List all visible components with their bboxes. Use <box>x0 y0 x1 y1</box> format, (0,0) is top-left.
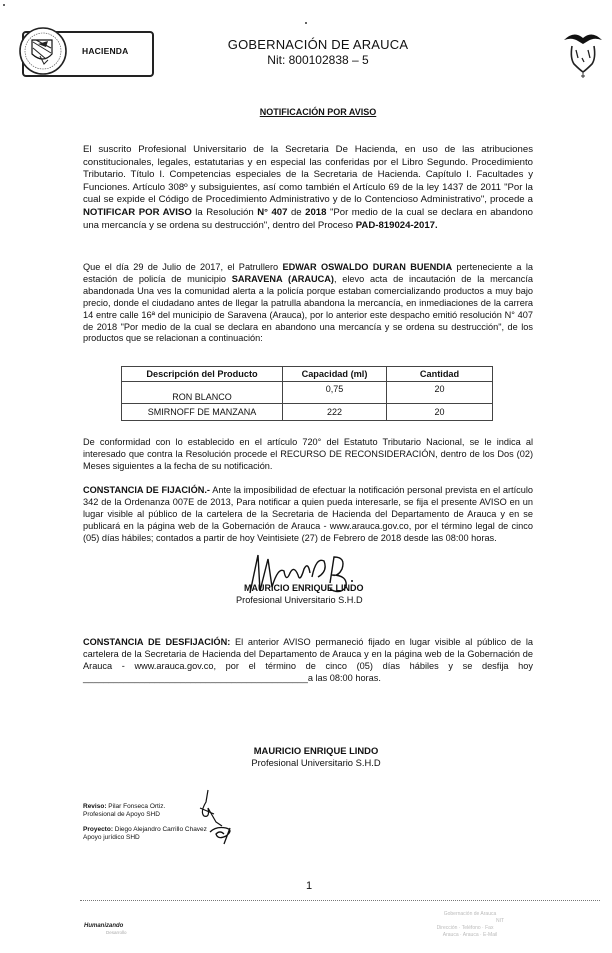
page-number: 1 <box>306 880 313 892</box>
footer-contact-line: NIT <box>495 918 505 924</box>
column-header-quantity: Cantidad <box>387 367 493 382</box>
closing-role: Profesional Universitario S.H.D <box>251 757 381 768</box>
desfijacion-date-blank: ____________________________________________ <box>83 672 308 683</box>
column-header-capacity: Capacidad (ml) <box>283 367 387 382</box>
footer-contact-line: Gobernación de Arauca <box>443 911 497 917</box>
fijacion-paragraph: CONSTANCIA DE FIJACIÓN.- Ante la imposibilidad de efectuar la notificación personal prevista en el artículo 342 de la Ordenanza 007E de 2013, Para notificar a quien pueda interesarle, se fija el presente AVISO en un lugar visible al público de la cartelera de la Secretaria de Hacienda del Departamento de Arauca y en se publicará en la página web de la Gobernación de Arauca - www.arauca.gov.co, por el término legal de cinco (05) días hábiles; contados a partir de hoy Veintisiete (27) de Febrero de 2018 desde las 08:00 horas. <box>83 485 533 543</box>
product-description: SMIRNOFF DE MANZANA <box>122 404 283 421</box>
reviewed-by-role: Profesional de Apoyo SHD <box>83 811 160 818</box>
legal-recourse-paragraph: De conformidad con lo establecido en el artículo 720° del Estatuto Tributario Nacional, se le indica al interesado que contra la Resolución procede el RECURSO DE RECONSIDERACIÓN, dentro de los Dos (02) Meses siguientes a la fecha de su notificación. <box>83 437 533 471</box>
table-row <box>122 382 493 404</box>
coat-of-arms-icon <box>560 28 606 80</box>
table-header-row <box>122 367 493 382</box>
product-quantity: 20 <box>387 382 493 404</box>
product-description: RON BLANCO <box>122 382 283 404</box>
product-capacity: 0,75 <box>283 382 387 404</box>
table-row <box>122 404 493 421</box>
signer-name: MAURICIO ENRIQUE LINDO <box>244 583 364 593</box>
footer-brand: Humanizando <box>84 923 124 929</box>
scan-mark <box>305 22 307 24</box>
fijacion-label: CONSTANCIA DE FIJACIÓN.- <box>83 485 210 495</box>
initials-signatures <box>186 788 236 848</box>
document-title: NOTIFICACIÓN POR AVISO <box>259 107 377 117</box>
facts-paragraph: Que el día 29 de Julio de 2017, el Patrullero EDWAR OSWALDO DURAN BUENDIA perteneciente a la estación de policía de municipio SARAVENA (ARAUCA), elevo acta de incautación de la mercancía abandonada Una ves la comunidad alerta a la policía porque estaban comercializando productos a muy bajo precio, donde el ciudadano antes de llegar la patrulla abandona la mercancía, en inmediaciones de la carrera 14 entre calle 16ª del municipio de Saravena (Arauca), por lo anterior este despacho emitió resolución N° 407 de 2018 "Por medio de la cual se declara en abandono una mercancía y se ordena su destrucción", de los productos que se relacionan a continuación: <box>83 262 534 344</box>
organization-name: GOBERNACIÓN DE ARAUCA <box>227 37 409 52</box>
product-quantity: 20 <box>387 404 493 421</box>
signer-role: Profesional Universitario S.H.D <box>236 595 363 605</box>
product-capacity: 222 <box>283 404 387 421</box>
footer-contact-line: Arauca · Arauca · E-Mail <box>442 932 498 938</box>
organization-nit: Nit: 800102838 – 5 <box>267 53 369 67</box>
hacienda-label: HACIENDA <box>82 46 129 56</box>
intro-paragraph: El suscrito Profesional Universitario de la Secretaria De Hacienda, en uso de las atribuciones constitucionales, legales, estatutarias y en especial las conferidas por el Libro Segundo. Procedimiento Tributario. Título I. Competencias especiales de la Secretaria de Hacienda. Capítulo I. Facultades y Funciones. Artículo 308º y subsiguientes, así como también el Artículo 69 de la ley 1437 de 2011 "Por la cual se expide el Código de Procedimiento Administrativo y de lo Contencioso Administrativo", procede a NOTIFICAR POR AVISO la Resolución N° 407 de 2018 "Por medio de la cual se declara en abandono una mercancía y se ordena su destrucción", dentro del Proceso PAD-819024-2017. <box>83 144 533 231</box>
footer-brand-sub: Desarrollo <box>106 930 127 935</box>
scan-mark <box>3 4 5 6</box>
column-header-description: Descripción del Producto <box>122 367 283 382</box>
drafted-by: Proyecto: Diego Alejandro Carrillo Chavez <box>83 826 207 833</box>
desfijacion-paragraph: CONSTANCIA DE DESFIJACIÓN: El anterior AVISO permaneció fijado en lugar visible al público de la cartelera de la Secretaria de Hacienda del Departamento de Arauca y en la página web de la Gobernación de Arauca - www.arauca.gov.co, por el término de cinco (05) días hábiles y se desfija hoy ____________________________________________a las 08:00 horas. <box>83 637 533 683</box>
drafted-by-role: Apoyo jurídico SHD <box>83 834 140 841</box>
reviewed-by: Reviso: Pilar Fonseca Ortiz. <box>83 803 166 810</box>
products-table <box>121 366 493 421</box>
footer-contact-line: Dirección · Teléfono · Fax <box>436 925 494 931</box>
footer-divider <box>80 900 600 901</box>
closing-name: MAURICIO ENRIQUE LINDO <box>253 745 379 756</box>
desfijacion-label: CONSTANCIA DE DESFIJACIÓN: <box>83 637 231 647</box>
